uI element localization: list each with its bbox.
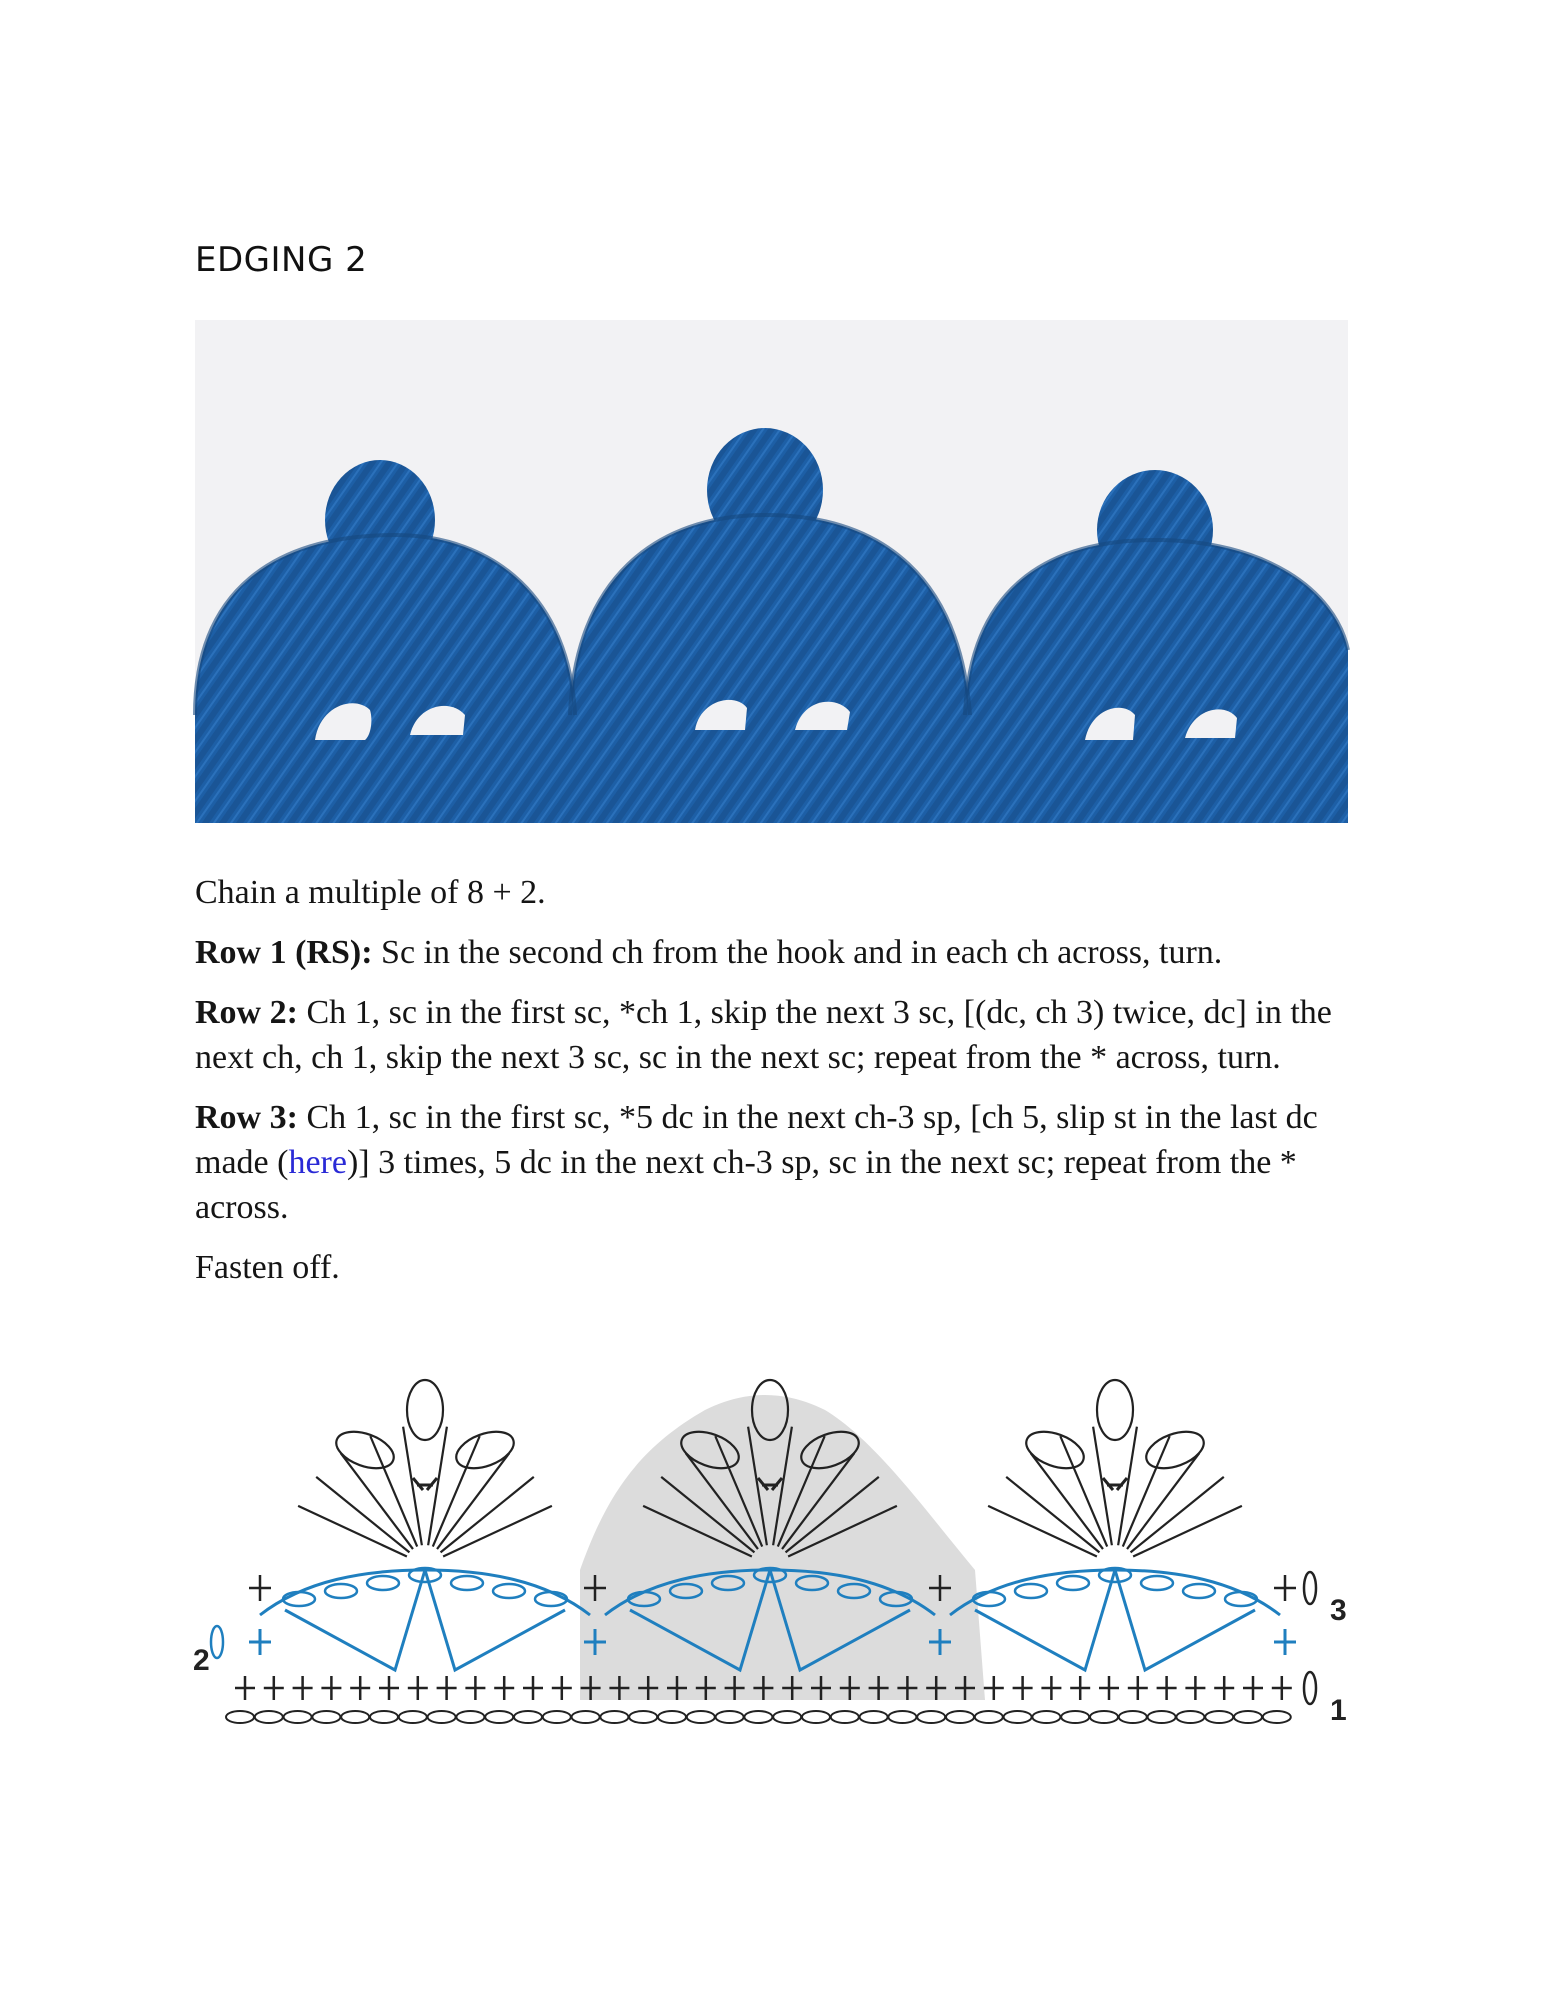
single-crochet-symbol [1214,1676,1234,1700]
chain-stitch-symbol [600,1711,628,1723]
row-2-text: Ch 1, sc in the first sc, *ch 1, skip the next 3 sc, [(dc, ch 3) twice, dc] in the next ch, ch 1, skip the next 3 sc, sc in the next sc; repeat from the * across, turn. [195,994,1332,1076]
chain-stitch-symbol [1176,1711,1204,1723]
blue-chain-stitch-symbol [1141,1576,1173,1590]
chain-stitch-symbol [888,1711,916,1723]
chain-stitch-symbol [744,1711,772,1723]
crochet-chart-svg [193,1370,1350,1760]
chain-stitch-symbol [312,1711,340,1723]
row-3-label: Row 3: [195,1099,298,1136]
double-crochet-symbol [443,1506,552,1557]
row-1-instruction [195,930,1365,975]
chain-stitch-symbol [543,1711,571,1723]
chain-stitch-symbol [370,1711,398,1723]
chain-stitch-symbol [514,1711,542,1723]
blue-double-crochet-symbol [285,1570,565,1670]
chain-stitch-symbol [1032,1711,1060,1723]
picot-chain-loop [1141,1425,1208,1476]
chain-stitch-symbol [1234,1711,1262,1723]
picot-chain-loop [1097,1380,1133,1440]
chain-stitch-symbol [1090,1711,1118,1723]
row-2-label: Row 2: [195,994,298,1031]
blue-double-crochet-symbol [975,1570,1255,1670]
chain-stitch-symbol [975,1711,1003,1723]
double-crochet-symbol [441,1477,534,1553]
single-crochet-symbol [249,1575,271,1601]
picot-chain-loop [407,1380,443,1440]
outro-text: Fasten off. [195,1249,340,1286]
single-crochet-symbol [1185,1676,1205,1700]
chain-stitch-symbol [802,1711,830,1723]
single-crochet-symbol [1157,1676,1177,1700]
single-crochet-symbol [552,1676,572,1700]
chain-stitch-symbol [284,1711,312,1723]
chain-stitch-symbol [1205,1711,1233,1723]
row-label-3: 3 [1330,1594,1347,1627]
chain-stitch-symbol [226,1711,254,1723]
intro-text: Chain a multiple of 8 + 2. [195,874,546,911]
here-link[interactable]: here [288,1144,347,1181]
chain-stitch-symbol [399,1711,427,1723]
chain-stitch-symbol [1061,1711,1089,1723]
chain-stitch-symbol [658,1711,686,1723]
picot-chain-loop [1021,1425,1088,1476]
single-crochet-symbol [408,1676,428,1700]
chain-stitch-symbol [485,1711,513,1723]
picot-chain-loop [451,1425,518,1476]
slip-stitch-symbol [413,1478,437,1490]
chain-stitch-symbol [255,1711,283,1723]
chain-stitch-symbol [860,1711,888,1723]
single-crochet-symbol [293,1676,313,1700]
row-3-instruction [195,1095,1365,1230]
chain-stitch-symbol [629,1711,657,1723]
double-crochet-symbol [1131,1477,1224,1553]
single-crochet-symbol [1128,1676,1148,1700]
chain-stitch-symbol [773,1711,801,1723]
chain-stitch-symbol [687,1711,715,1723]
single-crochet-symbol [321,1676,341,1700]
row-2-instruction [195,990,1365,1080]
double-crochet-symbol [1006,1477,1099,1553]
picot-chain-loop [331,1425,398,1476]
single-crochet-symbol [437,1676,457,1700]
row-3-text-after: )] 3 times, 5 dc in the next ch-3 sp, sc in the next sc; repeat from the * across. [195,1144,1297,1226]
blue-chain-stitch-symbol [325,1584,357,1598]
row-1-label: Row 1 (RS): [195,934,373,971]
row-label-1: 1 [1330,1694,1347,1727]
single-crochet-symbol [1070,1676,1090,1700]
single-crochet-symbol [984,1676,1004,1700]
crochet-photo-illustration [195,320,1348,823]
chain-stitch-symbol [572,1711,600,1723]
blue-chain-stitch-symbol [1015,1584,1047,1598]
turning-chain-symbol [1304,1572,1316,1604]
single-crochet-symbol [1013,1676,1033,1700]
single-crochet-symbol [1243,1676,1263,1700]
chain-stitch-symbol [1148,1711,1176,1723]
blue-chain-stitch-symbol [1057,1576,1089,1590]
chain-stitch-symbol [1263,1711,1291,1723]
double-crochet-symbol [298,1506,407,1557]
chain-stitch-symbol [456,1711,484,1723]
chain-stitch-symbol [428,1711,456,1723]
row-label-2: 2 [193,1644,210,1677]
double-crochet-symbol [1133,1506,1242,1557]
row-3-text-before: Ch 1, sc in the first sc, *5 dc in the next ch-3 sp, [ch 5, slip st in the last dc made ( [195,1099,1318,1181]
crochet-edging-photo [195,320,1348,823]
chain-stitch-symbol [946,1711,974,1723]
turning-chain-symbol [1304,1672,1316,1704]
chain-stitch-symbol [1119,1711,1147,1723]
double-crochet-symbol [316,1477,409,1553]
blue-chain-stitch-symbol [493,1584,525,1598]
single-crochet-symbol [465,1676,485,1700]
turning-chain-symbol [211,1626,223,1658]
chain-stitch-symbol [341,1711,369,1723]
row-1-text: Sc in the second ch from the hook and in each ch across, turn. [372,934,1223,971]
single-crochet-symbol [1274,1575,1296,1601]
single-crochet-symbol [523,1676,543,1700]
single-crochet-symbol [1041,1676,1061,1700]
page-title: EDGING 2 [195,240,368,280]
blue-chain-stitch-symbol [451,1576,483,1590]
chain-stitch-symbol [1004,1711,1032,1723]
single-crochet-symbol [494,1676,514,1700]
slip-stitch-symbol [1103,1478,1127,1490]
pattern-instructions [195,870,1365,1305]
blue-single-crochet-symbol [249,1629,271,1655]
single-crochet-symbol [235,1676,255,1700]
single-crochet-symbol [1099,1676,1119,1700]
blue-chain-stitch-symbol [367,1576,399,1590]
chain-stitch-symbol [716,1711,744,1723]
blue-single-crochet-symbol [1274,1629,1296,1655]
chain-stitch-symbol [917,1711,945,1723]
chain-stitch-symbol [831,1711,859,1723]
double-crochet-symbol [988,1506,1097,1557]
single-crochet-symbol [264,1676,284,1700]
single-crochet-symbol [379,1676,399,1700]
single-crochet-symbol [1272,1676,1292,1700]
blue-chain-stitch-symbol [1183,1584,1215,1598]
single-crochet-symbol [350,1676,370,1700]
crochet-chart-diagram [193,1370,1350,1760]
